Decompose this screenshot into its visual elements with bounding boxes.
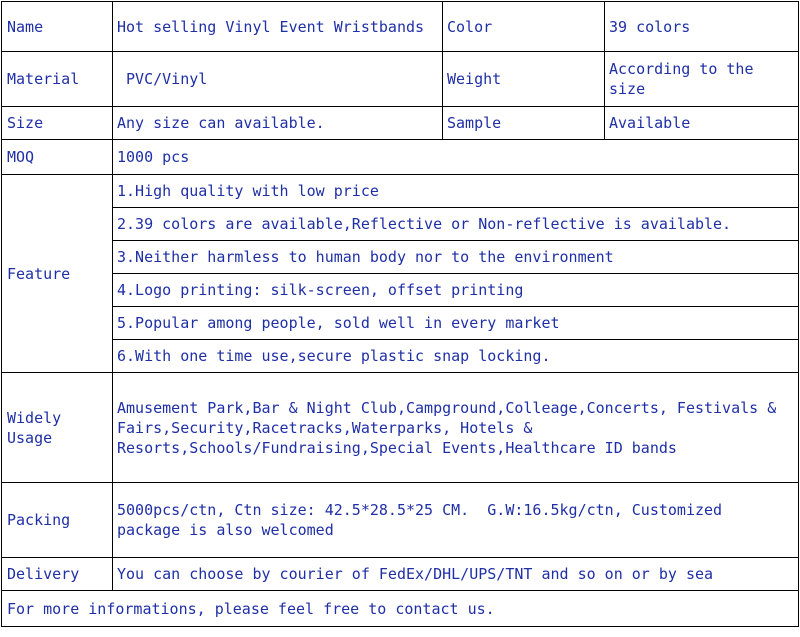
table-row-delivery: [2, 558, 799, 591]
table-row-feature: [2, 241, 799, 274]
table-row-feature: [2, 340, 799, 373]
packing-label: Packing: [2, 483, 113, 558]
table-row-footer: [2, 591, 799, 627]
sample-value: Available: [605, 107, 799, 140]
material-label: Material: [2, 52, 113, 107]
moq-value: 1000 pcs: [113, 140, 799, 175]
table-row-feature: [2, 175, 799, 208]
name-value: Hot selling Vinyl Event Wristbands: [113, 2, 443, 52]
table-row-feature: [2, 208, 799, 241]
delivery-label: Delivery: [2, 558, 113, 591]
table-row-name: [2, 2, 799, 52]
feature-item: 4.Logo printing: silk-screen, offset printing: [113, 274, 799, 307]
contact-note: For more informations, please feel free to contact us.: [2, 591, 799, 627]
sample-label: Sample: [443, 107, 605, 140]
table-row-usage: [2, 373, 799, 483]
feature-item: 1.High quality with low price: [113, 175, 799, 208]
color-value: 39 colors: [605, 2, 799, 52]
table-row-feature: [2, 307, 799, 340]
weight-value: According to the size: [605, 52, 799, 107]
delivery-value: You can choose by courier of FedEx/DHL/UPS/TNT and so on or by sea: [113, 558, 799, 591]
packing-value: 5000pcs/ctn, Ctn size: 42.5*28.5*25 CM. G.W:16.5kg/ctn, Customized package is also welcomed: [113, 483, 799, 558]
product-spec-table: [1, 1, 799, 627]
table-row-size: [2, 107, 799, 140]
material-value: PVC/Vinyl: [113, 52, 443, 107]
usage-label: Widely Usage: [2, 373, 113, 483]
feature-item: 2.39 colors are available,Reflective or Non-reflective is available.: [113, 208, 799, 241]
size-value: Any size can available.: [113, 107, 443, 140]
feature-label: Feature: [2, 175, 113, 373]
table-row-moq: [2, 140, 799, 175]
color-label: Color: [443, 2, 605, 52]
weight-label: Weight: [443, 52, 605, 107]
size-label: Size: [2, 107, 113, 140]
feature-item: 6.With one time use,secure plastic snap locking.: [113, 340, 799, 373]
moq-label: MOQ: [2, 140, 113, 175]
table-row-packing: [2, 483, 799, 558]
table-row-material: [2, 52, 799, 107]
table-row-feature: [2, 274, 799, 307]
feature-item: 3.Neither harmless to human body nor to the environment: [113, 241, 799, 274]
usage-value: Amusement Park,Bar & Night Club,Campground,Colleage,Concerts, Festivals & Fairs,Security,Racetracks,Waterparks, Hotels & Resorts,Schools/Fundraising,Special Events,Healthcare ID bands: [113, 373, 799, 483]
name-label: Name: [2, 2, 113, 52]
feature-item: 5.Popular among people, sold well in every market: [113, 307, 799, 340]
